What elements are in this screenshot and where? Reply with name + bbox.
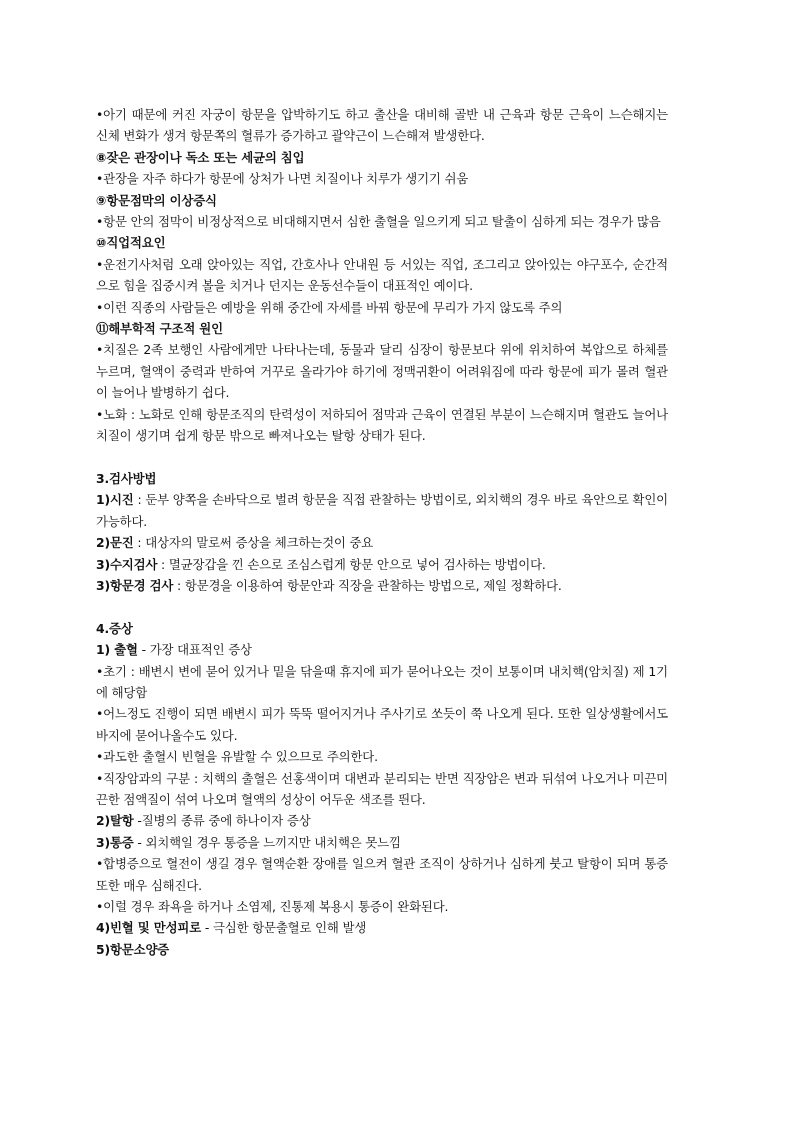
symptom-item-label: 4)빈혈 및 만성피로 [96, 920, 202, 936]
exam-item-text: : 멸균장갑을 낀 손으로 조심스럽게 항문 안으로 넣어 검사하는 방법이다. [157, 556, 546, 572]
paragraph: •과도한 출혈시 빈혈을 유발할 수 있으므로 주의한다. [96, 749, 378, 765]
spacer [96, 447, 668, 468]
symptom-item [96, 917, 668, 938]
exam-item-text: : 대상자의 말로써 증상을 체크하는것이 중요 [133, 535, 374, 551]
symptom-item-text: - 외치핵일 경우 통증을 느끼지만 내치핵은 못느낌 [133, 834, 401, 850]
symptom-item-label: 3)통증 [96, 834, 134, 850]
section-heading-exam: 3.검사방법 [96, 470, 157, 486]
paragraph: •이런 직종의 사람들은 예방을 위해 중간에 자세를 바꿔 항문에 무리가 가지 않도록 주의 [96, 299, 563, 315]
symptom-item-text: - 가장 대표적인 증상 [137, 642, 252, 658]
exam-item-text: : 둔부 양쪽을 손바닥으로 벌려 항문을 직접 관찰하는 방법이로, 외치핵의 경우 바로 육안으로 확인이 가능하다. [96, 492, 668, 529]
symptom-item [96, 832, 668, 853]
paragraph: •합병증으로 혈전이 생길 경우 혈액순환 장애를 일으켜 혈관 조직이 상하거나 심하게 붓고 탈항이 되며 통증 또한 매우 심해진다. [96, 856, 668, 893]
symptom-item [96, 810, 668, 831]
exam-item-label: 3)항문경 검사 [96, 577, 174, 593]
section-heading-symptoms: 4.증상 [96, 620, 133, 636]
document-page [96, 104, 668, 960]
paragraph: •운전기사처럼 오래 앉아있는 직업, 간호사나 안내원 등 서있는 직업, 조그리고 앉아있는 야구포수, 순간적으로 힘을 집중시켜 볼을 치거나 던지는 운동선수들이 대표적인 예이다. [96, 256, 668, 294]
symptom-item-label: 5)항문소양증 [96, 941, 170, 957]
paragraph: •항문 안의 점막이 비정상적으로 비대해지면서 심한 출혈을 일으키게 되고 탈출이 심하게 되는 경우가 많음 [96, 214, 661, 230]
paragraph: •치질은 2족 보행인 사람에게만 나타나는데, 동물과 달리 심장이 항문보다 위에 위치하여 복압으로 하체를 누르며, 혈액이 중력과 반하여 거꾸로 올라가야 하기에 정맥귀환이 어려워짐에 따라 항문에 피가 몰려 혈관이 늘어나 발병하기 쉽다. [96, 342, 668, 401]
paragraph: •이럴 경우 좌욕을 하거나 소염제, 진통제 복용시 통증이 완화된다. [96, 899, 449, 914]
symptom-item-label: 1) 출혈 [96, 642, 138, 658]
spacer [96, 596, 668, 617]
paragraph: •관장을 자주 하다가 항문에 상처가 나면 치질이나 치루가 생기기 쉬움 [96, 171, 469, 187]
paragraph: •아기 때문에 커진 자궁이 항문을 압박하기도 하고 출산을 대비해 골반 내 근육과 항문 근육이 느슨해지는 신체 변화가 생겨 항문쪽의 혈류가 증가하고 괄약근이 느슨해져 발생한다. [96, 107, 668, 144]
paragraph: •직장암과의 구분 : 치핵의 출혈은 선홍색이며 대변과 분리되는 반면 직장암은 변과 뒤섞여 나오거나 미끈미끈한 점액질이 섞여 나오며 혈액의 성상이 어두운 색조를 띈다. [96, 770, 668, 807]
paragraph: •어느정도 진행이 되면 배변시 피가 뚝뚝 떨어지거나 주사기로 쏘듯이 쭉 나오게 된다. 또한 일상생활에서도 바지에 묻어나올수도 있다. [96, 706, 668, 743]
symptom-item-label: 2)탈항 [96, 813, 134, 829]
exam-item-label: 1)시진 [96, 492, 134, 508]
exam-item-text: : 항문경을 이용하여 항문안과 직장을 관찰하는 방법으로, 제일 정확하다. [173, 577, 562, 593]
exam-item-label: 3)수지검사 [96, 556, 158, 572]
paragraph: •초기 : 배변시 변에 묻어 있거나 밑을 닦을때 휴지에 피가 묻어나오는 것이 보통이며 내치핵(암치질) 제 1기에 해당함 [96, 663, 668, 700]
heading-item-11: ⑪해부학적 구조적 원인 [96, 321, 223, 337]
exam-item-label: 2)문진 [96, 535, 134, 551]
exam-item [96, 554, 668, 575]
symptom-item-text: - 극심한 항문출혈로 인해 발생 [201, 920, 367, 936]
exam-item [96, 575, 668, 596]
heading-item-9: ⑨항문점막의 이상증식 [96, 192, 217, 208]
heading-item-8: ⑧잦은 관장이나 독소 또는 세균의 침입 [96, 149, 305, 165]
exam-item [96, 532, 668, 553]
exam-item [96, 489, 668, 532]
symptom-item-text: -질병의 종류 중에 하나이자 증상 [133, 813, 311, 829]
heading-item-10: ⑩직업적요인 [96, 235, 166, 251]
symptom-item [96, 639, 668, 660]
paragraph: •노화 : 노화로 인해 항문조직의 탄력성이 저하되어 점막과 근육이 연결된 부분이 느슨해지며 혈관도 늘어나 치질이 생기며 쉽게 항문 밖으로 빠져나오는 탈항 상태가 된다. [96, 406, 668, 444]
